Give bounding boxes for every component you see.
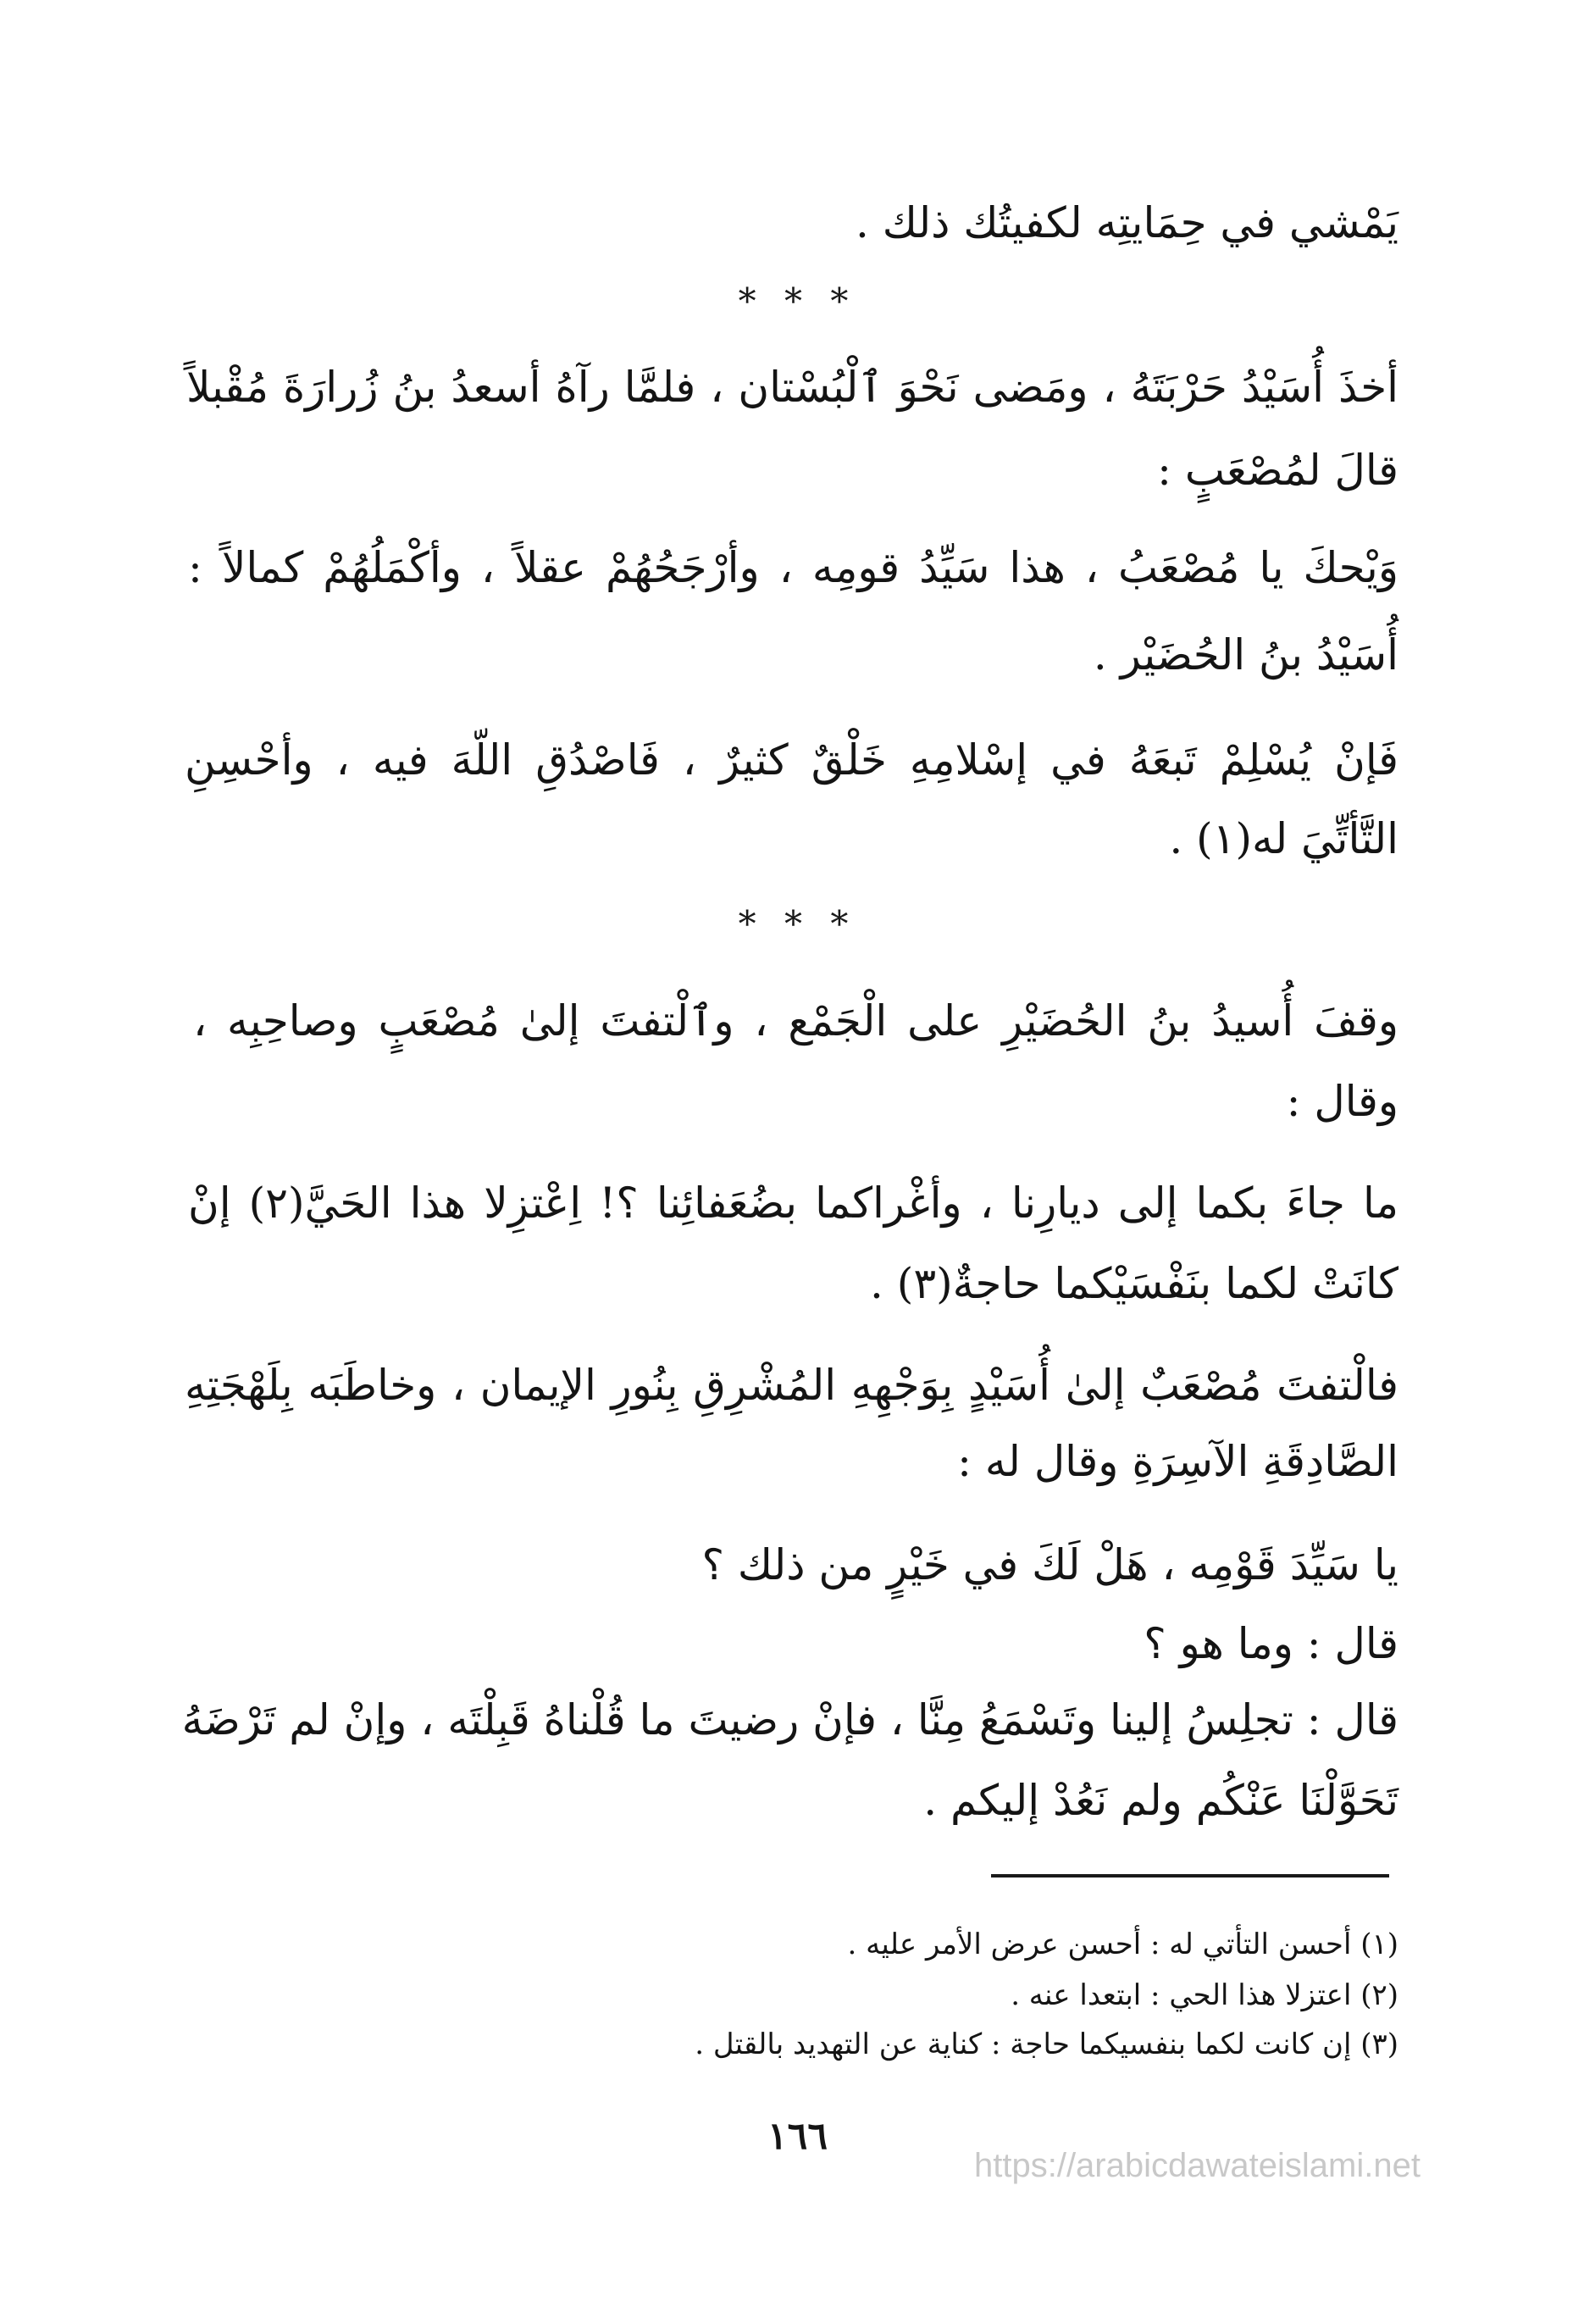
text-line: الصَّادِقَةِ الآسِرَةِ وقال له : [957,1437,1398,1486]
footnote-1: (١) أحسن التأتي له : أحسن عرض الأمر عليه . [847,1927,1398,1961]
text-line: أخذَ أُسَيْدُ حَرْبَتَهُ ، ومَضى نَحْوَ ٱلْبُسْتان ، فلمَّا رآهُ أسعدُ بنُ زُرارَةَ مُقْبلاً [186,363,1398,412]
text-line: التَّأتِّيَ له(١) . [1169,814,1398,863]
text-line: قال : تجلِسُ إلينا وتَسْمَعُ مِنَّا ، فإنْ رضيتَ ما قُلْناهُ قَبِلْتَه ، وإنْ لم تَرْضَهُ [181,1695,1398,1744]
text-line: وقال : [1286,1077,1398,1126]
text-line: وَيْحكَ يا مُصْعَبُ ، هذا سَيِّدُ قومِه ، وأرْجَحُهُمْ عقلاً ، وأكْمَلُهُمْ كمالاً : [188,543,1398,592]
text-line: يَمْشي في حِمَايتِه لكفيتُك ذلك . [856,198,1398,247]
footnote-divider [991,1874,1389,1878]
text-line: ما جاءَ بكما إلى ديارِنا ، وأغْراكما بضُعَفائِنا ؟! اِعْتزِلا هذا الحَيَّ(٢) إنْ [188,1179,1398,1228]
text-line: قال : وما هو ؟ [1144,1619,1398,1668]
text-line: كانَتْ لكما بنَفْسَيْكما حاجةٌ(٣) . [870,1259,1398,1308]
watermark-url: https://arabicdawateislami.net [974,2147,1421,2184]
footnote-3: (٣) إن كانت لكما بنفسيكما حاجة : كناية عن التهديد بالقتل . [695,2027,1398,2061]
text-line: قالَ لمُصْعَبٍ : [1157,446,1398,495]
text-line: فَإنْ يُسْلِمْ تَبعَهُ في إسْلامِهِ خَلْقٌ كثيرٌ ، فَاصْدُقِ اللّهَ فيه ، وأحْسِنِ [185,735,1398,785]
footnote-2: (٢) اعتزلا هذا الحي : ابتعدا عنه . [1011,1978,1398,2012]
page-number: ١٦٦ [767,2115,828,2158]
section-separator: * * * [738,280,857,322]
text-line: وقفَ أُسيدُ بنُ الحُضَيْرِ على الْجَمْع ، وٱلْتفتَ إلىٰ مُصْعَبٍ وصاحِبِه ، [193,996,1398,1046]
text-line: تَحَوَّلْنَا عَنْكُم ولم نَعُدْ إليكم . [923,1776,1398,1825]
section-separator: * * * [738,903,857,945]
text-line: فالْتفتَ مُصْعَبٌ إلىٰ أُسَيْدٍ بِوَجْهِهِ المُشْرِقِ بِنُورِ الإيمان ، وخاطَبَه بِلَهْجَتِهِ [185,1361,1398,1410]
text-line: أُسَيْدُ بنُ الحُضَيْر . [1093,630,1398,679]
text-line: يا سَيِّدَ قَوْمِه ، هَلْ لَكَ في خَيْرٍ من ذلك ؟ [701,1540,1398,1589]
